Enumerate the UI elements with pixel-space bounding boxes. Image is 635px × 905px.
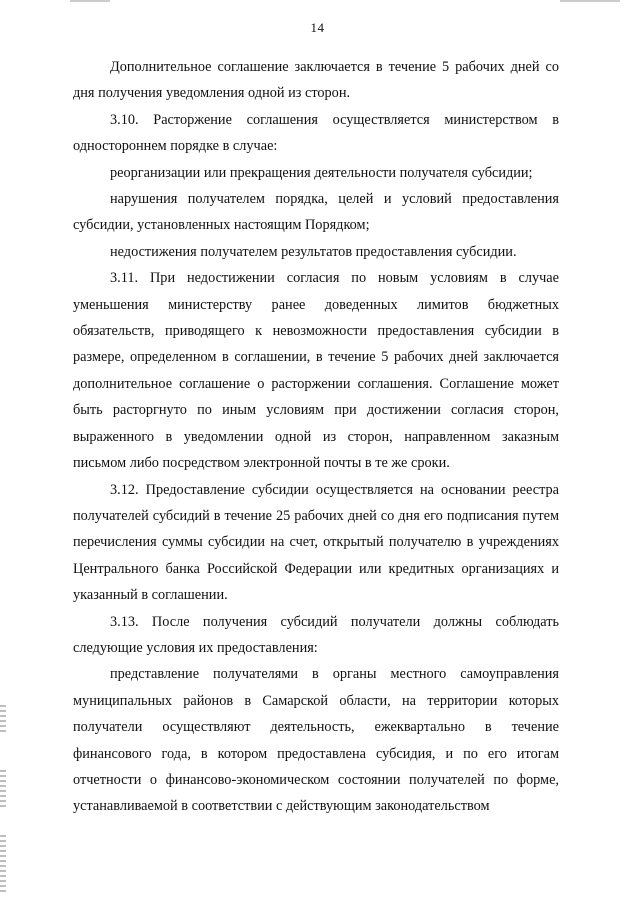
scan-artifact-top-right xyxy=(560,0,620,2)
scan-artifact-edge-1 xyxy=(0,705,6,735)
list-item-reporting: представление получателями в органы местного самоуправления муниципальных районов в Самарской области, на территории которых получатели осуществляют деятельность, ежеквартально в течение финансового года, в котором предоставлена субсидия, и по его итогам отчетности о финансово-экономическом состоянии получателей по форме, устанавливаемой в соответствии с действующим законодательством xyxy=(73,666,559,815)
list-item-non-achievement: недостижения получателем результатов предоставления субсидии. xyxy=(110,243,517,260)
scan-artifact-top-left xyxy=(70,0,110,2)
scan-artifact-edge-3 xyxy=(0,835,6,895)
paragraph-3-11: 3.11. При недостижении согласия по новым условиям в случае уменьшения министерству ранее доведенных лимитов бюджетных обязательств, приводящего к невозможности предоставления субсидии в размере, определенном в соглашении, в течение 5 рабочих дней заключается дополнительное соглашение о расторжении соглашения. Соглашение может быть расторгнуто по иным условиям при достижении согласия сторон, выраженного в уведомлении одной из сторон, направленном заказным письмом либо посредством электронной почты в те же сроки. xyxy=(73,270,559,472)
paragraph-3-10: 3.10. Расторжение соглашения осуществляется министерством в одностороннем порядке в случае: xyxy=(73,111,559,155)
scan-artifact-edge-2 xyxy=(0,770,6,810)
page-number: 14 xyxy=(310,20,325,35)
paragraph-3-12: 3.12. Предоставление субсидии осуществляется на основании реестра получателей субсидий в течение 25 рабочих дней со дня его подписания путем перечисления суммы субсидии на счет, открытый получателю в учреждениях Центрального банка Российской Федерации или кредитных организациях и указанный в соглашении. xyxy=(73,481,559,604)
list-item-reorganization: реорганизации или прекращения деятельности получателя субсидии; xyxy=(110,164,533,181)
paragraph-3-13: 3.13. После получения субсидий получатели должны соблюдать следующие условия их предоставления: xyxy=(73,613,559,656)
document-body xyxy=(73,54,559,820)
list-item-violation: нарушения получателем порядка, целей и условий предоставления субсидии, установленных настоящим Порядком; xyxy=(73,191,559,234)
paragraph-supplementary-agreement: Дополнительное соглашение заключается в течение 5 рабочих дней со дня получения уведомления одной из сторон. xyxy=(73,59,559,102)
